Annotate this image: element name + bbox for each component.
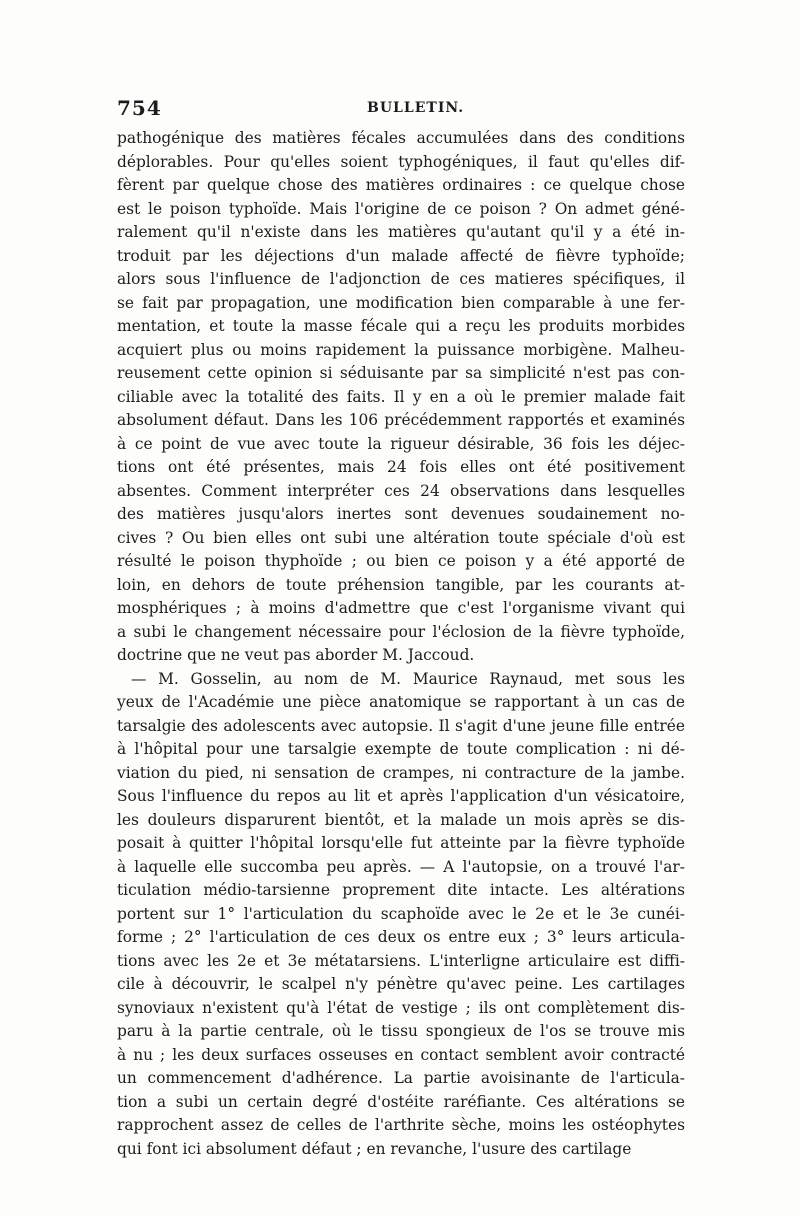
text-line: tions avec les 2e et 3e métatarsiens. L'interligne articulaire est diffi- — [117, 951, 685, 970]
text-line: — M. Gosselin, au nom de M. Maurice Raynaud, met sous les — [131, 669, 685, 688]
text-line: est le poison typhoïde. Mais l'origine de ce poison ? On admet géné- — [117, 199, 685, 218]
text-line: absolument défaut. Dans les 106 précédemment rapportés et examinés — [117, 411, 685, 429]
text-line: cives ? Ou bien elles ont subi une altération toute spéciale d'où est — [117, 528, 685, 547]
text-line: acquiert plus ou moins rapidement la puissance morbigène. Malheu- — [117, 340, 685, 359]
text-line: posait à quitter l'hôpital lorsqu'elle fut atteinte par la fièvre typhoïde — [117, 834, 685, 852]
text-line: à nu ; les deux surfaces osseuses en contact semblent avoir contracté — [117, 1045, 685, 1064]
text-line: fèrent par quelque chose des matières ordinaires : ce quelque chose — [117, 176, 685, 194]
text-line: mosphériques ; à moins d'admettre que c'est l'organisme vivant qui — [117, 599, 685, 617]
text-line: pathogénique des matières fécales accumulées dans des conditions — [117, 129, 685, 147]
text-line: synoviaux n'existent qu'à l'état de vestige ; ils ont complètement dis- — [117, 998, 685, 1017]
text-line: viation du pied, ni sensation de crampes, ni contracture de la jambe. — [117, 763, 685, 782]
text-line: tion a subi un certain degré d'ostéite raréfiante. Ces altérations se — [117, 1092, 685, 1111]
text-line: à l'hôpital pour une tarsalgie exempte de toute complication : ni dé- — [117, 740, 685, 758]
text-line: des matières jusqu'alors inertes sont devenues soudainement no- — [117, 505, 685, 523]
text-line: tarsalgie des adolescents avec autopsie. Il s'agit d'une jeune fille entrée — [117, 716, 685, 735]
text-line: yeux de l'Académie une pièce anatomique se rapportant à un cas de — [117, 693, 685, 711]
text-line: Sous l'influence du repos au lit et après l'application d'un vésicatoire, — [117, 787, 685, 805]
page-number: 754 — [117, 96, 162, 120]
text-line: loin, en dehors de toute préhension tangible, par les courants at- — [117, 575, 685, 594]
page-header — [117, 96, 683, 124]
text-line: ticulation médio-tarsienne proprement dite intacte. Les altérations — [117, 881, 685, 899]
text-line: troduit par les déjections d'un malade affecté de fièvre typhoïde; — [117, 246, 685, 265]
text-line: doctrine que ne veut pas aborder M. Jaccoud. — [117, 646, 475, 664]
text-line: les douleurs disparurent bientôt, et la malade un mois après se dis- — [117, 810, 685, 829]
text-line: à ce point de vue avec toute la rigueur désirable, 36 fois les déjec- — [117, 434, 685, 453]
text-line: déplorables. Pour qu'elles soient typhogéniques, il faut qu'elles dif- — [117, 152, 685, 171]
text-line: un commencement d'adhérence. La partie avoisinante de l'articula- — [117, 1069, 685, 1087]
running-head: BULLETIN. — [367, 100, 465, 116]
text-line: mentation, et toute la masse fécale qui a reçu les produits morbides — [117, 317, 685, 335]
text-line: ciliable avec la totalité des faits. Il y en a où le premier malade fait — [117, 387, 685, 406]
text-line: forme ; 2° l'articulation de ces deux os entre eux ; 3° leurs articula- — [117, 928, 685, 946]
text-line: alors sous l'influence de l'adjonction de ces matieres spécifiques, il — [117, 270, 685, 288]
text-line: qui font ici absolument défaut ; en revanche, l'usure des cartilage — [117, 1139, 632, 1158]
text-line: portent sur 1° l'articulation du scaphoïde avec le 2e et le 3e cunéi- — [117, 904, 685, 923]
text-line: résulté le poison thyphoïde ; ou bien ce poison y a été apporté de — [117, 552, 685, 570]
text-line: se fait par propagation, une modification bien comparable à une fer- — [117, 293, 685, 312]
text-line: a subi le changement nécessaire pour l'éclosion de la fièvre typhoïde, — [117, 622, 685, 641]
body-text — [117, 127, 685, 1161]
text-line: tions ont été présentes, mais 24 fois elles ont été positivement — [117, 458, 685, 476]
text-line: cile à découvrir, le scalpel n'y pénètre qu'avec peine. Les cartilages — [117, 975, 685, 993]
text-line: à laquelle elle succomba peu après. — A l'autopsie, on a trouvé l'ar- — [117, 857, 685, 876]
text-line: ralement qu'il n'existe dans les matières qu'autant qu'il y a été in- — [117, 223, 685, 241]
text-line: reusement cette opinion si séduisante par sa simplicité n'est pas con- — [117, 364, 685, 382]
text-line: rapprochent assez de celles de l'arthrite sèche, moins les ostéophytes — [117, 1116, 685, 1134]
text-line: absentes. Comment interpréter ces 24 observations dans lesquelles — [117, 481, 685, 500]
text-line: paru à la partie centrale, où le tissu spongieux de l'os se trouve mis — [117, 1022, 685, 1040]
